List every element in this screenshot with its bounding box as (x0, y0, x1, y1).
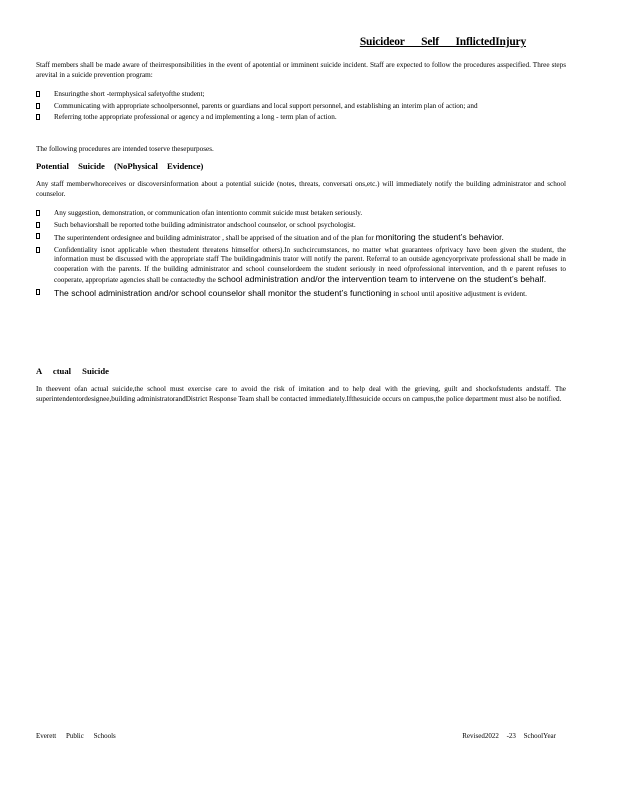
procedures-intro: The following procedures are intended toserve thesepurposes. (36, 145, 214, 153)
list-item (36, 221, 566, 231)
list-item (36, 113, 566, 123)
bullet-box-icon (36, 103, 40, 109)
item-text: in school until apositive adjustment is evident. (393, 289, 527, 298)
section-heading-actual-suicide: A ctual Suicide (36, 366, 109, 376)
list-item (36, 246, 566, 286)
section-heading-potential-suicide: Potential Suicide (NoPhysical Evidence) (36, 161, 204, 171)
potential-intro-paragraph: Any staff memberwhoreceives or discoversinformation about a potential suicide (notes, threats, conversati ons,etc.) will immediately notify the building administrator and school counselor. (36, 180, 566, 198)
bullet-box-icon (36, 210, 40, 216)
item-text: The superintendent ordesignee and building administrator , shall be apprised of the situation and of the plan for (54, 234, 374, 242)
page-title: Suicideor Self InflictedInjury (359, 36, 526, 48)
bullet-box-icon (36, 222, 40, 228)
item-emphasis-text: The school administration and/or school counselor shall monitor the student’s functioning (54, 287, 392, 298)
bullet-box-icon (36, 91, 40, 97)
potential-items-list (36, 209, 566, 301)
item-text: Such behaviorshall be reported tothe building administrator andschool counselor, or school psychologist. (54, 220, 356, 229)
list-item (36, 288, 566, 300)
step-text: Referring tothe appropriate professional or agency a nd implementing a long - term plan of action. (54, 113, 337, 121)
bullet-box-icon (36, 289, 40, 295)
list-item (36, 232, 566, 244)
bullet-box-icon (36, 114, 40, 120)
footer-right: Revised2022 -23 SchoolYear (462, 732, 556, 740)
step-text: Communicating with appropriate schoolpersonnel, parents or guardians and local support personnel, and establishing an interim plan of action; and (54, 101, 478, 110)
item-text: Confidentiality isnot applicable when thestudent threatens himselfor others).In suchcircumstances, no matter what guarantees ofprivacy have been given the student, the information must be discussed with the appropriate staff The buildingadminis trator will notify the parent. Referral to an outside agencyorprivate professional shall be made in cooperation with the parents. If the building administrator and school counselordeem the student seriously in need ofprofessional intervention, and th e parent refuses to cooperate, appropriate agencies shall be contactedby the (54, 245, 566, 284)
intro-paragraph: Staff members shall be made aware of theirresponsibilities in the event of apotential or imminent suicide incident. Staff are expected to follow the procedures asspecified. Three steps arevital in a suicide prevention program: (36, 61, 566, 79)
bullet-box-icon (36, 233, 40, 239)
step-text: Ensuringthe short -termphysical safetyofthe student; (54, 90, 205, 98)
list-item (36, 102, 566, 112)
item-text: Any suggestion, demonstration, or communication ofan intentionto commit suicide must betaken seriously. (54, 209, 363, 217)
footer-left: Everett Public Schools (36, 732, 116, 740)
item-emphasis-text: school administration and/or the intervention team to intervene on the student’s behalf. (217, 274, 547, 284)
actual-suicide-paragraph: In theevent ofan actual suicide,the school must exercise care to avoid the risk of imitation and to help deal with the grieving, guilt and shockofstudents andstaff. The superintendentordesignee,building administratorandDistrict Response Team shall be contacted immediately.Ifthesuicide occurs on campus,the police department must also be notified. (36, 385, 566, 403)
bullet-box-icon (36, 247, 40, 253)
list-item (36, 209, 566, 219)
list-item (36, 90, 566, 100)
steps-list (36, 90, 566, 125)
item-emphasis-text: monitoring the student’s behavior. (375, 232, 504, 242)
